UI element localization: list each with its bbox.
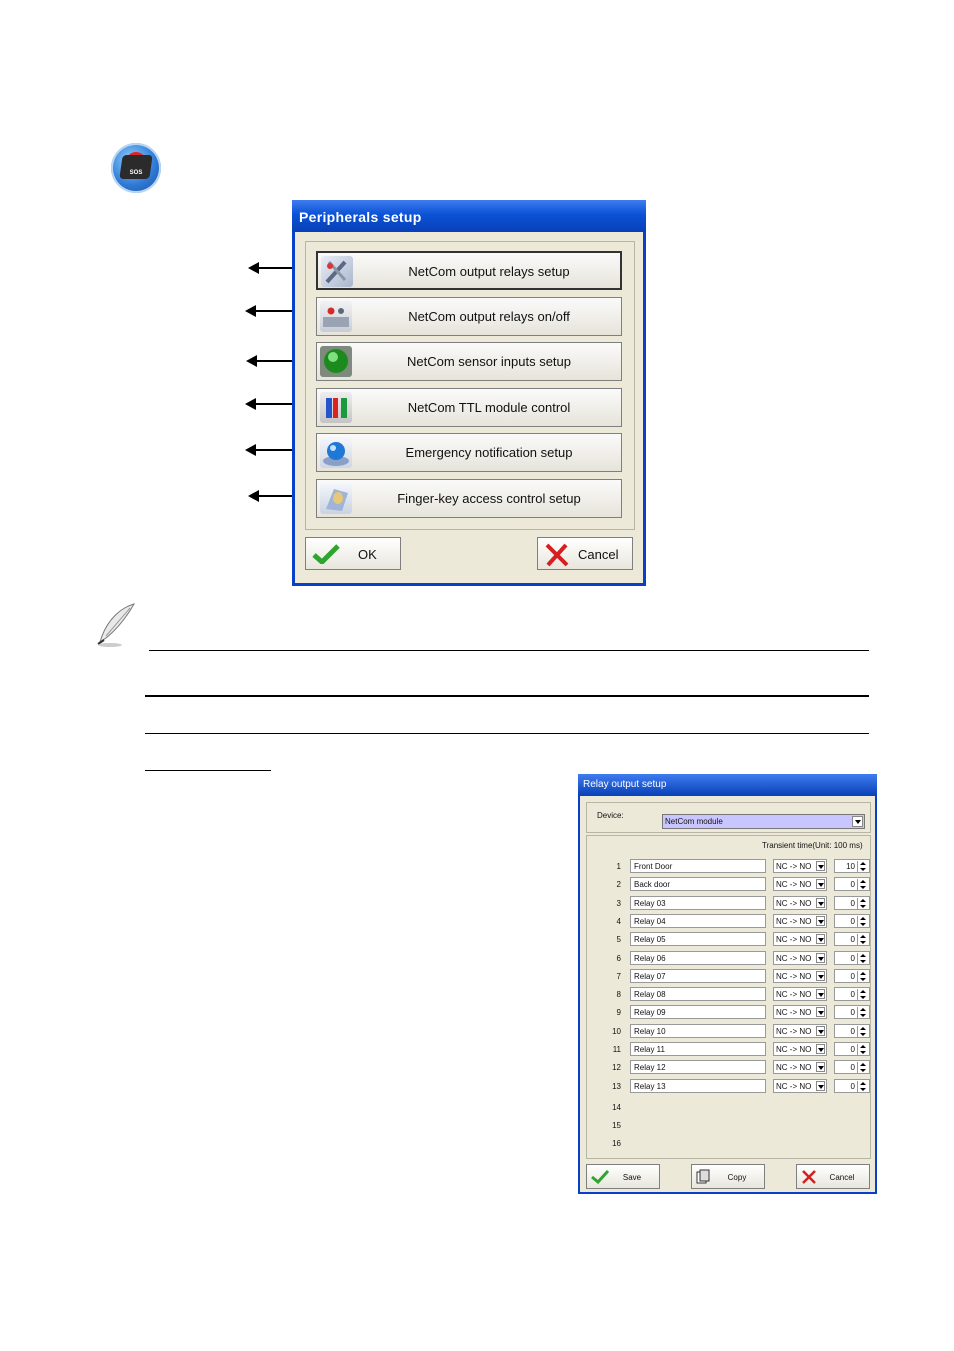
time-value: 0 bbox=[850, 1063, 855, 1073]
mode-value: NC -> NO bbox=[776, 953, 812, 963]
chevron-down-icon[interactable] bbox=[816, 916, 825, 926]
button-label: Finger-key access control setup bbox=[397, 491, 581, 506]
relay-name-input[interactable]: Relay 08 bbox=[630, 987, 766, 1001]
relay-row bbox=[593, 914, 873, 929]
netcom-output-relays-setup-button[interactable] bbox=[316, 251, 622, 290]
row-number: 6 bbox=[616, 953, 621, 963]
time-value: 0 bbox=[850, 1081, 855, 1091]
relay-row bbox=[593, 951, 873, 966]
relay-list-group bbox=[586, 835, 871, 1159]
transient-time-spinner[interactable] bbox=[834, 1024, 870, 1038]
spinner-arrows-icon[interactable] bbox=[857, 971, 868, 982]
relay-row bbox=[593, 877, 873, 892]
row-number: 2 bbox=[616, 880, 621, 890]
chevron-down-icon[interactable] bbox=[816, 879, 825, 889]
relay-row bbox=[593, 969, 873, 984]
mode-value: NC -> NO bbox=[776, 916, 812, 926]
peripherals-setup-dialog bbox=[292, 200, 646, 586]
mode-value: NC -> NO bbox=[776, 1008, 812, 1018]
chevron-down-icon[interactable] bbox=[816, 898, 825, 908]
relay-mode-select[interactable] bbox=[773, 987, 827, 1001]
transient-time-spinner[interactable] bbox=[834, 896, 870, 910]
relay-row bbox=[593, 1005, 873, 1020]
relay-row bbox=[593, 896, 873, 911]
chevron-down-icon[interactable] bbox=[816, 861, 825, 871]
cancel-label: Cancel bbox=[829, 1173, 855, 1182]
relay-row bbox=[593, 1060, 873, 1075]
relay-name-input[interactable]: Relay 11 bbox=[630, 1042, 766, 1056]
note-pen-icon bbox=[94, 602, 138, 648]
transient-time-spinner[interactable] bbox=[834, 1060, 870, 1074]
chevron-down-icon[interactable] bbox=[816, 1007, 825, 1017]
time-value: 0 bbox=[850, 1008, 855, 1018]
time-value: 0 bbox=[850, 880, 855, 890]
netcom-output-relays-onoff-button[interactable] bbox=[316, 297, 622, 336]
time-value: 0 bbox=[850, 1045, 855, 1054]
mode-value: NC -> NO bbox=[776, 880, 812, 890]
spinner-arrows-icon[interactable] bbox=[857, 879, 868, 890]
spinner-arrows-icon[interactable] bbox=[857, 1026, 868, 1037]
transient-time-spinner[interactable] bbox=[834, 987, 870, 1001]
row-number: 14 bbox=[612, 1103, 621, 1112]
relay-mode-select[interactable] bbox=[773, 1024, 827, 1038]
mode-value: NC -> NO bbox=[776, 898, 812, 908]
peripherals-button-group bbox=[305, 241, 635, 530]
transient-time-spinner[interactable] bbox=[834, 1079, 870, 1093]
chevron-down-icon[interactable] bbox=[816, 1026, 825, 1036]
chevron-down-icon[interactable] bbox=[816, 934, 825, 944]
relay-name-input[interactable]: Relay 04 bbox=[630, 914, 766, 928]
ttl-module-icon bbox=[320, 392, 352, 423]
transient-time-spinner[interactable] bbox=[834, 932, 870, 946]
spinner-arrows-icon[interactable] bbox=[857, 1044, 868, 1055]
row-number: 9 bbox=[616, 1008, 621, 1018]
dialog-body bbox=[580, 796, 875, 1192]
relay-mode-select[interactable] bbox=[773, 951, 827, 965]
button-label: NetCom output relays setup bbox=[408, 264, 570, 279]
dialog-titlebar bbox=[578, 774, 877, 796]
button-label: NetCom TTL module control bbox=[407, 400, 571, 415]
chevron-down-icon[interactable] bbox=[816, 989, 825, 999]
copy-label: Copy bbox=[727, 1173, 747, 1182]
row-number: 11 bbox=[612, 1045, 621, 1054]
relay-name-input[interactable]: Relay 09 bbox=[630, 1005, 766, 1019]
fingerprint-reader-icon bbox=[320, 483, 352, 514]
netcom-sensor-inputs-setup-button[interactable] bbox=[316, 342, 622, 381]
row-number: 10 bbox=[612, 1026, 621, 1036]
relay-name-input[interactable]: Front Door bbox=[630, 859, 766, 873]
mode-value: NC -> NO bbox=[776, 935, 812, 945]
button-label: NetCom sensor inputs setup bbox=[406, 354, 572, 369]
cancel-button[interactable] bbox=[796, 1164, 870, 1189]
checkmark-icon bbox=[312, 544, 340, 564]
time-value: 0 bbox=[850, 935, 855, 945]
dialog-body bbox=[295, 232, 643, 583]
cancel-label: Cancel bbox=[578, 547, 619, 562]
relay-row bbox=[593, 1042, 873, 1057]
red-x-icon bbox=[544, 542, 570, 568]
relay-name-input[interactable]: Back door bbox=[630, 877, 766, 891]
chevron-down-icon[interactable] bbox=[816, 1081, 825, 1091]
row-number: 8 bbox=[616, 990, 621, 1000]
spinner-arrows-icon[interactable] bbox=[857, 934, 868, 945]
mode-value: NC -> NO bbox=[776, 990, 812, 1000]
row-number: 5 bbox=[616, 935, 621, 945]
underline-short bbox=[145, 770, 271, 771]
relay-row bbox=[593, 1024, 873, 1039]
chevron-down-icon[interactable] bbox=[816, 1062, 825, 1072]
relay-mode-select[interactable] bbox=[773, 1042, 827, 1056]
spinner-arrows-icon[interactable] bbox=[857, 1007, 868, 1018]
relay-mode-select[interactable] bbox=[773, 914, 827, 928]
dialog-title: Peripherals setup bbox=[299, 209, 422, 225]
finger-key-access-control-setup-button[interactable] bbox=[316, 479, 622, 518]
transient-time-spinner[interactable] bbox=[834, 877, 870, 891]
netcom-ttl-module-control-button[interactable] bbox=[316, 388, 622, 427]
emergency-notification-setup-button[interactable] bbox=[316, 433, 622, 472]
mode-value: NC -> NO bbox=[776, 1063, 812, 1073]
spinner-arrows-icon[interactable] bbox=[857, 953, 868, 964]
row-number: 13 bbox=[612, 1081, 621, 1091]
relay-mode-select[interactable] bbox=[773, 1005, 827, 1019]
transient-time-spinner[interactable] bbox=[834, 859, 870, 873]
mode-value: NC -> NO bbox=[776, 1026, 812, 1036]
mode-value: NC -> NO bbox=[776, 971, 812, 981]
emergency-beacon-icon bbox=[320, 437, 352, 468]
spinner-arrows-icon[interactable] bbox=[857, 1081, 868, 1092]
green-sensor-icon bbox=[320, 346, 352, 377]
device-select[interactable] bbox=[662, 814, 865, 829]
row-number: 7 bbox=[616, 971, 621, 981]
mode-value: NC -> NO bbox=[776, 1081, 812, 1091]
device-group bbox=[586, 802, 871, 833]
chevron-down-icon[interactable] bbox=[852, 816, 863, 827]
save-label: Save bbox=[622, 1173, 642, 1182]
relay-mode-select[interactable] bbox=[773, 969, 827, 983]
chevron-down-icon[interactable] bbox=[816, 971, 825, 981]
relay-row-empty bbox=[593, 1118, 873, 1133]
row-number: 1 bbox=[616, 862, 621, 871]
relay-name-input[interactable]: Relay 06 bbox=[630, 951, 766, 965]
transient-time-spinner[interactable] bbox=[834, 914, 870, 928]
note-divider-line bbox=[149, 650, 869, 651]
device-value: NetCom module bbox=[665, 817, 723, 826]
copy-button[interactable] bbox=[691, 1164, 765, 1189]
save-button[interactable] bbox=[586, 1164, 660, 1189]
relay-row bbox=[593, 1079, 873, 1094]
time-value: 0 bbox=[850, 971, 855, 981]
relay-mode-select[interactable] bbox=[773, 859, 827, 873]
mode-value: NC -> NO bbox=[776, 1045, 812, 1054]
cancel-button[interactable] bbox=[537, 537, 633, 570]
ok-button[interactable] bbox=[305, 537, 401, 570]
spinner-arrows-icon[interactable] bbox=[857, 861, 868, 872]
time-value: 0 bbox=[850, 1026, 855, 1036]
tools-icon bbox=[321, 256, 353, 287]
relay-mode-select[interactable] bbox=[773, 932, 827, 946]
mode-value: NC -> NO bbox=[776, 862, 812, 871]
relay-mode-select[interactable] bbox=[773, 1079, 827, 1093]
relay-row bbox=[593, 932, 873, 947]
relay-name-input[interactable]: Relay 05 bbox=[630, 932, 766, 946]
row-number: 4 bbox=[616, 916, 621, 926]
divider-line bbox=[145, 733, 869, 734]
sos-app-icon bbox=[111, 143, 161, 193]
row-number: 16 bbox=[612, 1139, 621, 1148]
transient-time-header: Transient time(Unit: 100 ms) bbox=[762, 841, 863, 850]
time-value: 10 bbox=[846, 862, 855, 871]
transient-time-spinner[interactable] bbox=[834, 1005, 870, 1019]
sos-icon-glyph: SOS bbox=[129, 170, 143, 176]
time-value: 0 bbox=[850, 953, 855, 963]
row-number: 15 bbox=[612, 1121, 621, 1130]
divider-line bbox=[145, 695, 869, 697]
spinner-arrows-icon[interactable] bbox=[857, 916, 868, 927]
chevron-down-icon[interactable] bbox=[816, 1044, 825, 1054]
relay-row bbox=[593, 987, 873, 1002]
relay-row-empty bbox=[593, 1100, 873, 1115]
relay-mode-select[interactable] bbox=[773, 1060, 827, 1074]
relay-mode-select[interactable] bbox=[773, 896, 827, 910]
button-label: NetCom output relays on/off bbox=[408, 309, 570, 324]
spinner-arrows-icon[interactable] bbox=[857, 1062, 868, 1073]
relay-mode-select[interactable] bbox=[773, 877, 827, 891]
transient-time-spinner[interactable] bbox=[834, 969, 870, 983]
device-label: Device: bbox=[597, 811, 624, 820]
relay-name-input[interactable]: Relay 07 bbox=[630, 969, 766, 983]
relay-row bbox=[593, 859, 873, 874]
relay-name-input[interactable]: Relay 13 bbox=[630, 1079, 766, 1093]
row-number: 12 bbox=[612, 1063, 621, 1073]
relay-name-input[interactable]: Relay 03 bbox=[630, 896, 766, 910]
spinner-arrows-icon[interactable] bbox=[857, 989, 868, 1000]
relay-output-setup-dialog bbox=[578, 774, 877, 1194]
relay-name-input[interactable]: Relay 12 bbox=[630, 1060, 766, 1074]
chevron-down-icon[interactable] bbox=[816, 953, 825, 963]
button-label: Emergency notification setup bbox=[405, 445, 573, 460]
dialog-title: Relay output setup bbox=[583, 779, 667, 790]
ok-label: OK bbox=[358, 547, 377, 562]
time-value: 0 bbox=[850, 898, 855, 908]
relay-name-input[interactable]: Relay 10 bbox=[630, 1024, 766, 1038]
relay-switch-icon bbox=[320, 301, 352, 332]
relay-row-empty bbox=[593, 1136, 873, 1151]
row-number: 3 bbox=[616, 898, 621, 908]
spinner-arrows-icon[interactable] bbox=[857, 898, 868, 909]
time-value: 0 bbox=[850, 916, 855, 926]
dialog-titlebar bbox=[292, 200, 646, 232]
transient-time-spinner[interactable] bbox=[834, 1042, 870, 1056]
time-value: 0 bbox=[850, 990, 855, 1000]
transient-time-spinner[interactable] bbox=[834, 951, 870, 965]
